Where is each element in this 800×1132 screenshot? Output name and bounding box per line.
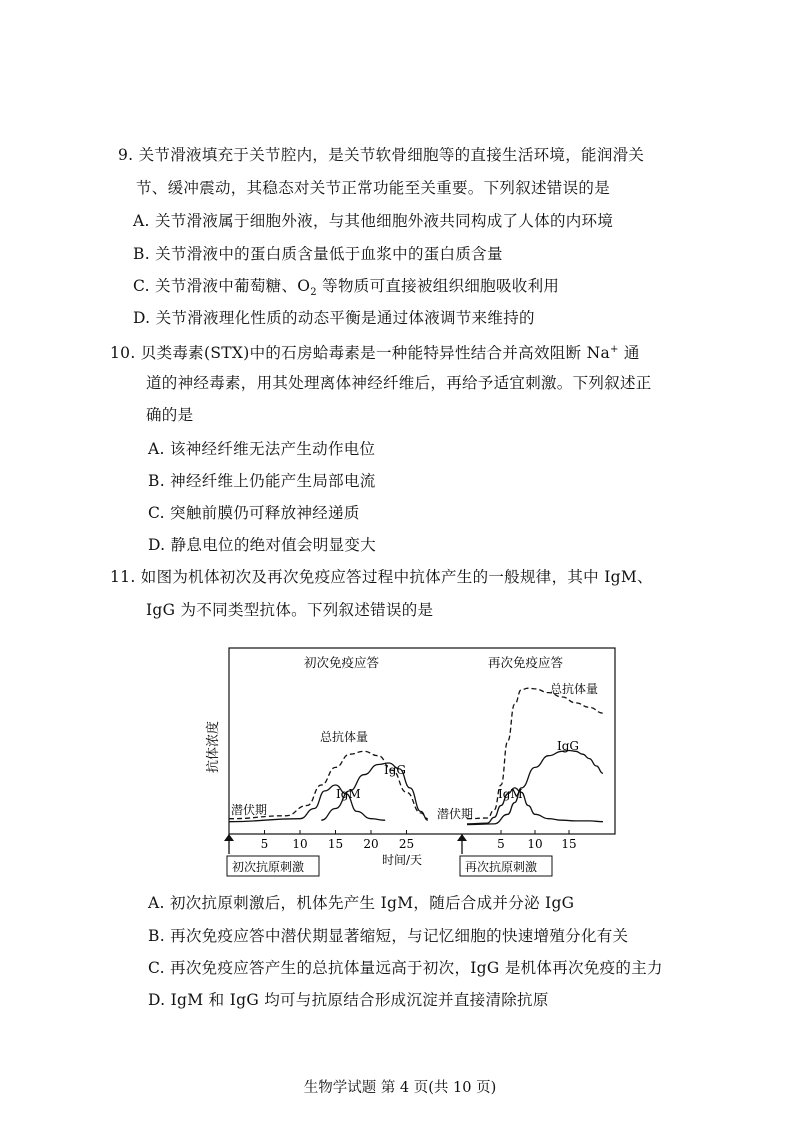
q9-option-c: C. 关节滑液中葡萄糖、$O_2$ 等物质可直接被组织细胞吸收利用 (133, 277, 560, 299)
q9-stem-line-2: 节、缓冲震动，其稳态对关节正常功能至关重要。下列叙述错误的是 (136, 179, 611, 197)
label-igm-secondary: IgM (498, 787, 523, 801)
q10-stem-line-2: 道的神经毒素，用其处理离体神经纤维后，再给予适宜刺激。下列叙述正 (146, 374, 652, 392)
latent-label-primary: 潜伏期 (231, 803, 268, 817)
stimulus-label-primary: 初次抗原刺激 (232, 860, 305, 874)
x-tick-label-secondary-5: 5 (497, 837, 505, 851)
x-tick-label-secondary-15: 15 (561, 837, 577, 851)
label-igg-primary: IgG (384, 763, 407, 777)
q10-option-b: B. 神经纤维上仍能产生局部电流 (148, 472, 376, 490)
panel-label-secondary: 再次免疫应答 (488, 655, 564, 670)
q10-option-c: C. 突触前膜仍可释放神经递质 (148, 504, 360, 522)
label-igm-primary: IgM (336, 787, 361, 801)
q11-stem-line-2: IgG 为不同类型抗体。下列叙述错误的是 (146, 601, 434, 619)
latent-label-secondary: 潜伏期 (437, 807, 474, 821)
q11-option-b: B. 再次免疫应答中潜伏期显著缩短，与记忆细胞的快速增殖分化有关 (148, 927, 629, 945)
label-total-primary: 总抗体量 (320, 730, 369, 744)
q9-option-d: D. 关节滑液理化性质的动态平衡是通过体液调节来维持的 (133, 309, 535, 327)
x-axis-label: 时间/天 (382, 853, 423, 867)
q11-option-d: D. IgM 和 IgG 均可与抗原结合形成沉淀并直接清除抗原 (148, 991, 549, 1009)
stimulus-label-secondary: 再次抗原刺激 (465, 860, 538, 874)
x-tick-label-primary-25: 25 (398, 837, 415, 851)
label-igg-secondary: IgG (557, 739, 580, 753)
panel-label-primary: 初次免疫应答 (304, 655, 380, 670)
x-tick-label-secondary-10: 10 (527, 837, 543, 851)
q10-option-d: D. 静息电位的绝对值会明显变大 (148, 536, 377, 554)
q9-option-b: B. 关节滑液中的蛋白质含量低于血浆中的蛋白质含量 (133, 245, 503, 263)
q9-option-a: A. 关节滑液属于细胞外液，与其他细胞外液共同构成了人体的内环境 (133, 212, 614, 230)
q10-option-a: A. 该神经纤维无法产生动作电位 (148, 440, 376, 458)
x-tick-label-primary-20: 20 (363, 837, 379, 851)
arrowhead-icon (457, 834, 467, 841)
q11-option-c: C. 再次免疫应答产生的总抗体量远高于初次，IgG 是机体再次免疫的主力 (148, 959, 663, 977)
antibody-response-chart (205, 640, 625, 880)
page-footer: 生物学试题 第 4 页(共 10 页) (303, 1080, 497, 1096)
q9-stem-line-1: 9. 关节滑液填充于关节腔内，是关节软骨细胞等的直接生活环境，能润滑关 (118, 146, 645, 164)
x-tick-label-primary-10: 10 (292, 837, 308, 851)
q11-option-a: A. 初次抗原刺激后，机体先产生 IgM，随后合成并分泌 IgG (148, 894, 575, 912)
label-total-secondary: 总抗体量 (550, 682, 599, 696)
q10-stem-line-3: 确的是 (146, 406, 194, 424)
y-axis-label: 抗体浓度 (206, 720, 221, 774)
arrowhead-icon (224, 834, 234, 841)
q11-stem-line-1: 11. 如图为机体初次及再次免疫应答过程中抗体产生的一般规律，其中 IgM、 (110, 568, 653, 586)
series-total-secondary (467, 688, 603, 819)
series-igg-secondary (467, 751, 603, 825)
x-tick-label-primary-5: 5 (260, 837, 269, 851)
q10-stem-line-1: 10. 贝类毒素(STX)中的石房蛤毒素是一种能特异性结合并高效阻断 Na+ 通 (110, 344, 640, 363)
x-tick-label-primary-15: 15 (327, 837, 344, 851)
